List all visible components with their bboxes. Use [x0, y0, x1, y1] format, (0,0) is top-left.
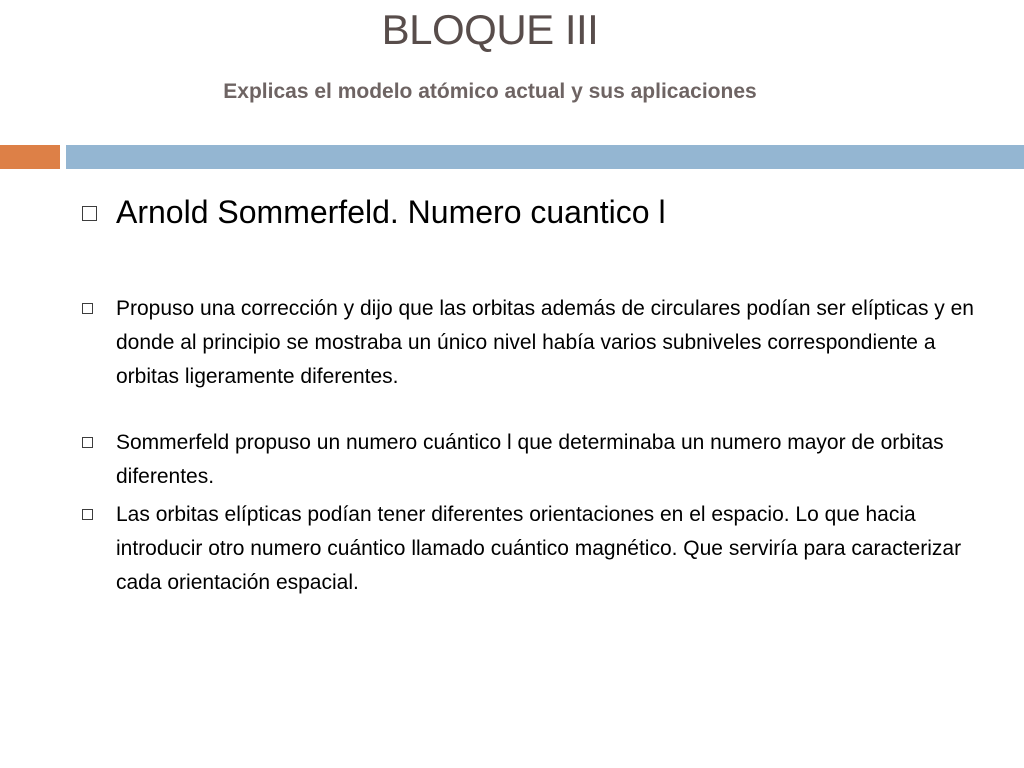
accent-bar-orange — [0, 145, 60, 169]
paragraph-text: Sommerfeld propuso un numero cuántico l que determinaba un numero mayor de orbitas diferentes. — [116, 431, 944, 488]
hollow-square-bullet-icon — [82, 437, 93, 448]
accent-bar-blue — [66, 145, 1024, 169]
paragraph-text: Las orbitas elípticas podían tener diferentes orientaciones en el espacio. Lo que hacia introducir otro numero cuántico llamado cuántico magnético. Que serviría para caracterizar cada orientación espacial. — [116, 503, 962, 594]
bullet-paragraph — [80, 426, 990, 494]
slide-subtitle: Explicas el modelo atómico actual y sus aplicaciones — [223, 80, 757, 103]
paragraph-text: Propuso una corrección y dijo que las orbitas además de circulares podían ser elípticas y en donde al principio se mostraba un único nivel había varios subniveles correspondiente a orbitas ligeramente diferentes. — [116, 297, 974, 388]
hollow-square-bullet-icon — [82, 206, 97, 221]
bullet-heading — [80, 190, 990, 234]
slide-content — [80, 190, 990, 600]
bullet-paragraph — [80, 498, 990, 600]
slide-title: BLOQUE III — [381, 6, 599, 53]
hollow-square-bullet-icon — [82, 303, 93, 314]
heading-text: Arnold Sommerfeld. Numero cuantico l — [116, 194, 666, 230]
bullet-paragraph — [80, 292, 990, 394]
hollow-square-bullet-icon — [82, 509, 93, 520]
